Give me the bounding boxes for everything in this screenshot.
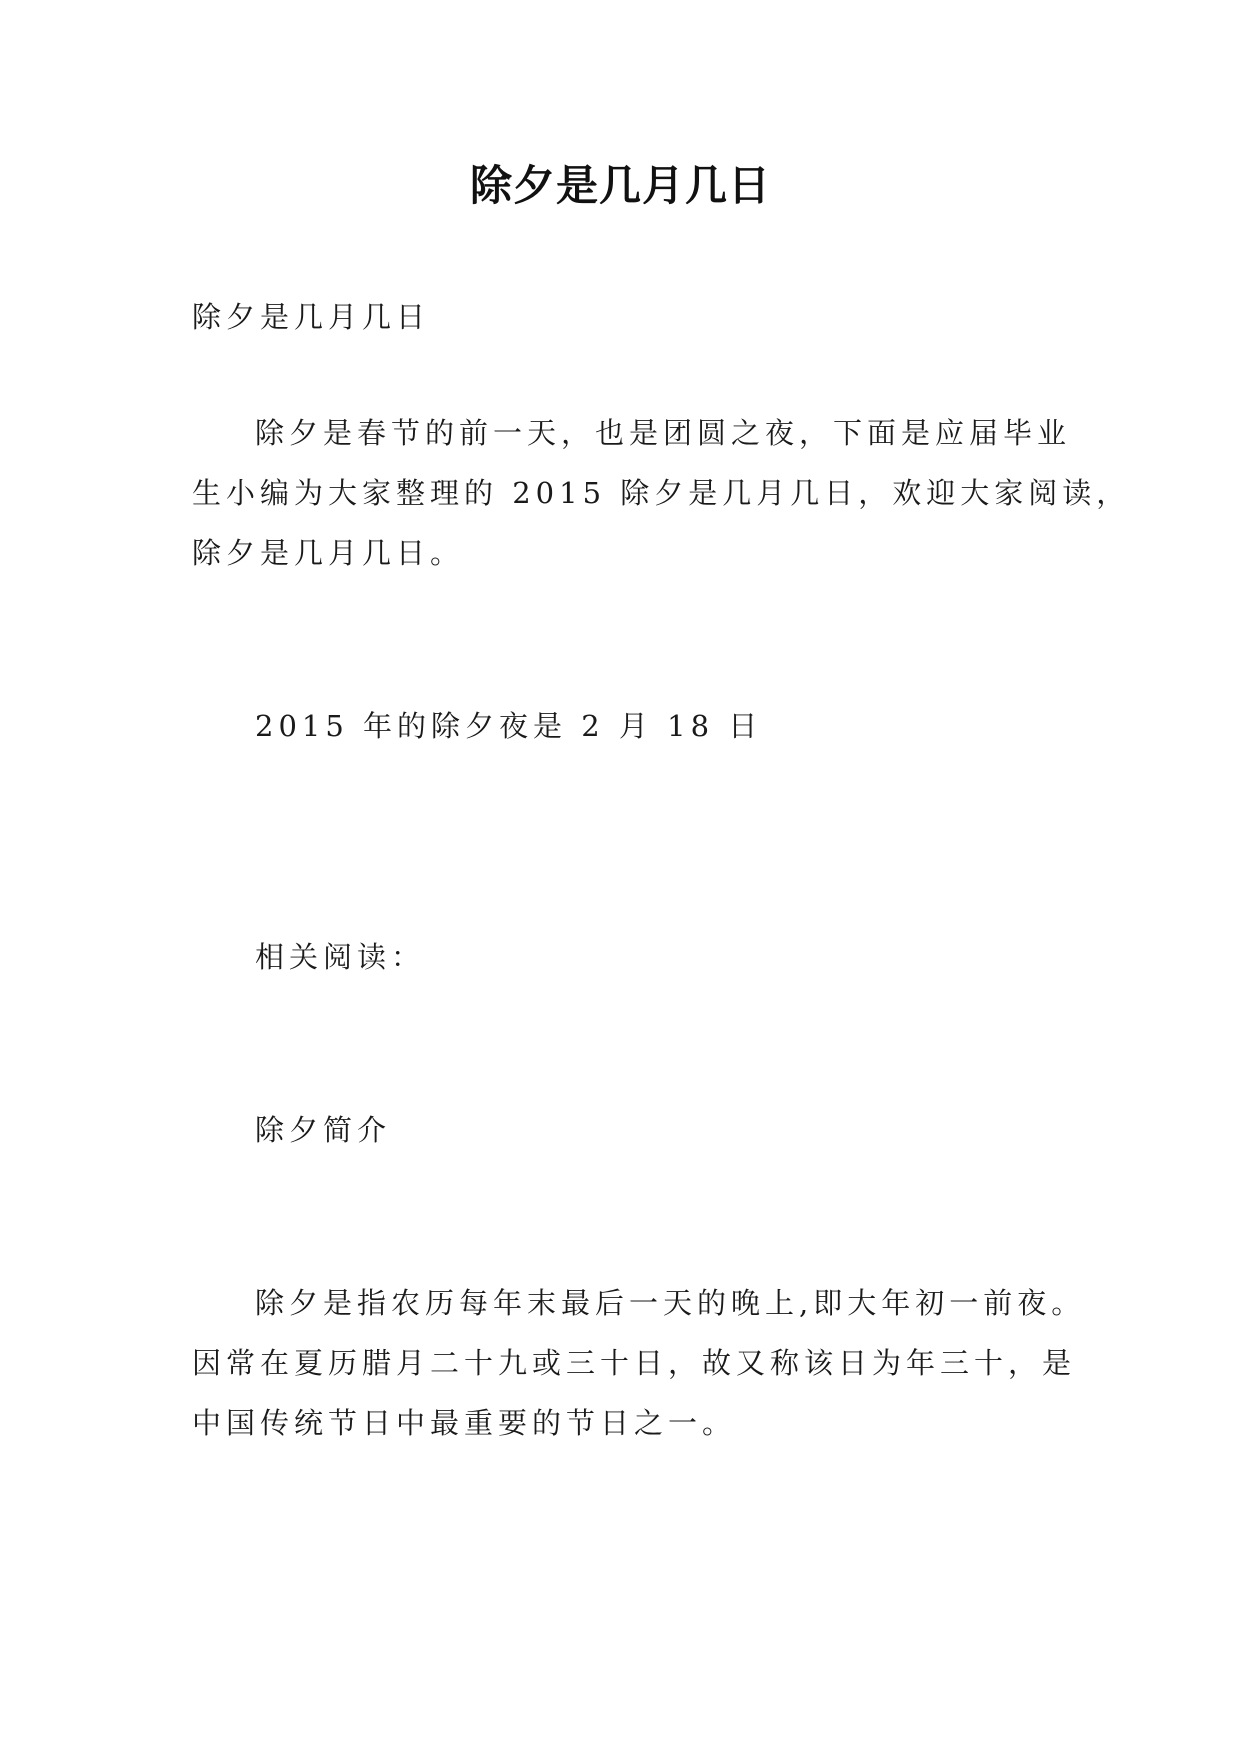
document-title: 除夕是几月几日 — [469, 161, 771, 210]
subtitle-line: 除夕是几月几日 — [192, 300, 431, 334]
section-heading: 除夕简介 — [255, 1113, 392, 1147]
intro-line-1: 除夕是春节的前一天，也是团圆之夜，下面是应届毕业 — [255, 416, 1072, 450]
body-line-1: 除夕是指农历每年末最后一天的晚上,即大年初一前夜。 — [255, 1286, 1086, 1320]
related-reading-label: 相关阅读： — [255, 940, 426, 974]
intro-line-2: 生小编为大家整理的 2015 除夕是几月几日，欢迎大家阅读， — [192, 476, 1131, 510]
date-line: 2015 年的除夕夜是 2 月 18 日 — [255, 709, 763, 743]
intro-line-3: 除夕是几月几日。 — [192, 536, 465, 570]
body-line-2: 因常在夏历腊月二十九或三十日，故又称该日为年三十，是 — [192, 1346, 1077, 1380]
body-line-3: 中国传统节日中最重要的节日之一。 — [192, 1406, 737, 1440]
